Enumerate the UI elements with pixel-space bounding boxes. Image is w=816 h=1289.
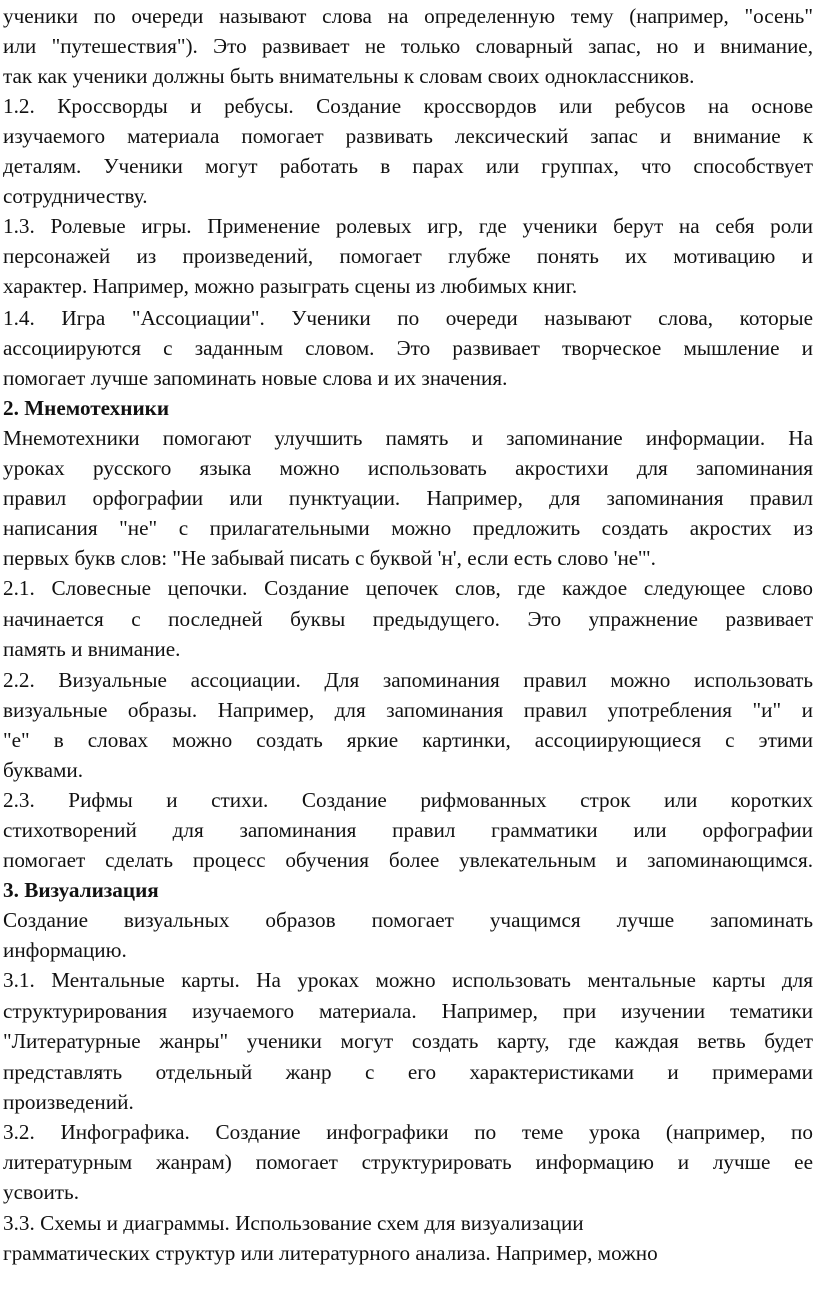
text-line: помогает лучше запоминать новые слова и их значения. [3,366,508,390]
text-line: буквами. [3,758,84,782]
text-line: 3.2. Инфографика. Создание инфографики по теме урока (например, по [3,1120,813,1144]
text-line: 2.2. Визуальные ассоциации. Для запоминания правил можно использовать [3,668,813,692]
text-line: стихотворений для запоминания правил грамматики или орфографии [3,818,813,842]
text-line: так как ученики должны быть внимательны к словам своих одноклассников. [3,64,695,88]
text-line: "е" в словах можно создать яркие картинки, ассоциирующиеся с этими [3,728,813,752]
text-line: 3.3. Схемы и диаграммы. Использование схем для визуализации [3,1211,584,1235]
text-line: помогает сделать процесс обучения более увлекательным и запоминающимся. [3,848,813,872]
text-line: грамматических структур или литературного анализа. Например, можно [3,1241,658,1265]
text-line: структурирования изучаемого материала. Например, при изучении тематики [3,999,813,1023]
text-line: написания "не" с прилагательными можно предложить создать акростих из [3,516,813,540]
text-line: первых букв слов: "Не забывай писать с буквой 'н', если есть слово 'не'". [3,546,656,570]
text-line: 1.3. Ролевые игры. Применение ролевых игр, где ученики берут на себя роли [3,214,813,238]
text-line: 3.1. Ментальные карты. На уроках можно использовать ментальные карты для [3,968,813,992]
text-line: или "путешествия"). Это развивает не только словарный запас, но и внимание, [3,34,813,58]
text-line: память и внимание. [3,637,181,661]
text-line: деталям. Ученики могут работать в парах или группах, что способствует [3,154,813,178]
text-line: ассоциируются с заданным словом. Это развивает творческое мышление и [3,336,813,360]
text-line: представлять отдельный жанр с его характеристиками и примерами [3,1060,813,1084]
text-line: Создание визуальных образов помогает учащимся лучше запоминать [3,908,813,932]
section-heading: 3. Визуализация [3,878,159,902]
text-line: литературным жанрам) помогает структурировать информацию и лучше ее [3,1150,813,1174]
text-line: "Литературные жанры" ученики могут создать карту, где каждая ветвь будет [3,1029,813,1053]
text-line: характер. Например, можно разыграть сцены из любимых книг. [3,274,578,298]
text-line: ученики по очереди называют слова на определенную тему (например, "осень" [3,4,813,28]
text-line: 2.3. Рифмы и стихи. Создание рифмованных строк или коротких [3,788,813,812]
text-line: правил орфографии или пунктуации. Например, для запоминания правил [3,486,813,510]
text-line: персонажей из произведений, помогает глубже понять их мотивацию и [3,244,813,268]
text-line: информацию. [3,938,127,962]
text-line: 1.2. Кроссворды и ребусы. Создание кроссвордов или ребусов на основе [3,94,813,118]
text-line: визуальные образы. Например, для запоминания правил употребления "и" и [3,698,813,722]
text-line: уроках русского языка можно использовать акростихи для запоминания [3,456,813,480]
text-line: изучаемого материала помогает развивать лексический запас и внимание к [3,124,813,148]
text-line: сотрудничеству. [3,184,148,208]
text-line: усвоить. [3,1180,80,1204]
text-line: 2.1. Словесные цепочки. Создание цепочек слов, где каждое следующее слово [3,576,813,600]
text-line: произведений. [3,1090,134,1114]
section-heading: 2. Мнемотехники [3,396,170,420]
text-line: 1.4. Игра "Ассоциации". Ученики по очереди называют слова, которые [3,306,813,330]
text-line: начинается с последней буквы предыдущего. Это упражнение развивает [3,607,813,631]
text-line: Мнемотехники помогают улучшить память и запоминание информации. На [3,426,813,450]
